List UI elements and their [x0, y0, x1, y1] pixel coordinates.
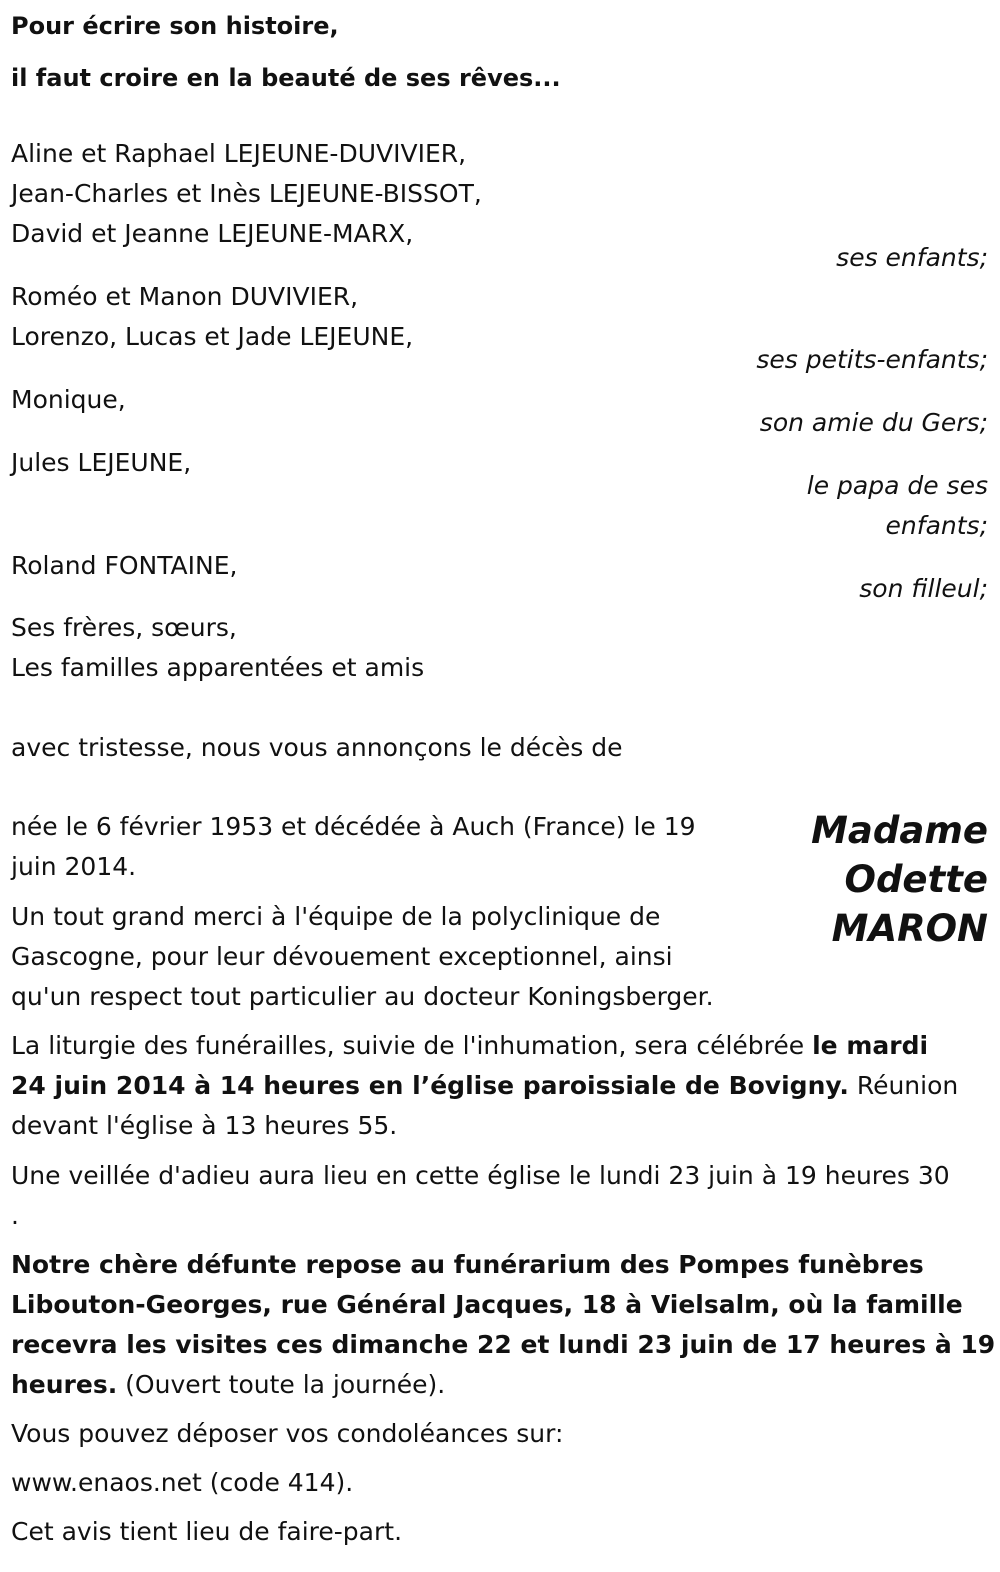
friend-name: Monique, — [11, 385, 126, 414]
funeral-text-1: La liturgie des funérailles, suivie de l'inhumation, sera célébrée — [11, 1031, 813, 1060]
father-relation-line-2: enfants; — [885, 511, 988, 540]
vigil-line-1: Une veillée d'adieu aura lieu en cette église le lundi 23 juin à 19 heures 30 — [11, 1161, 950, 1190]
relatives-line: Les familles apparentées et amis — [11, 653, 425, 682]
funerarium-line-4 — [11, 1365, 445, 1405]
epigraph-line-1: Pour écrire son histoire, — [11, 12, 339, 40]
grandchildren-line-1: Roméo et Manon DUVIVIER, — [11, 282, 359, 311]
funeral-line-1 — [11, 1026, 928, 1066]
deceased-first-name: Odette — [844, 858, 988, 901]
funeral-text-2: Réunion — [848, 1071, 959, 1100]
announcement: avec tristesse, nous vous annonçons le décès de — [11, 733, 623, 762]
thanks-line-1: Un tout grand merci à l'équipe de la polyclinique de — [11, 902, 661, 931]
condolences-intro: Vous pouvez déposer vos condoléances sur: — [11, 1419, 564, 1448]
funeral-date-start: le mardi — [812, 1031, 929, 1060]
friend-relation: son amie du Gers; — [759, 408, 988, 437]
funeral-date-place: 24 juin 2014 à 14 heures en l’église paroissiale de Bovigny. — [11, 1071, 849, 1100]
grandchildren-relation: ses petits-enfants; — [756, 345, 988, 374]
father-relation-line-1: le papa de ses — [806, 471, 988, 500]
father-name: Jules LEJEUNE, — [11, 448, 192, 477]
funerarium-line-1: Notre chère défunte repose au funérarium des Pompes funèbres — [11, 1250, 924, 1279]
funerarium-open-note: (Ouvert toute la journée). — [117, 1370, 446, 1399]
deceased-last-name: MARON — [831, 907, 988, 950]
siblings-line: Ses frères, sœurs, — [11, 613, 237, 642]
closing-note: Cet avis tient lieu de faire-part. — [11, 1517, 403, 1546]
funerarium-hours: heures. — [11, 1370, 118, 1399]
funeral-line-3: devant l'église à 13 heures 55. — [11, 1111, 398, 1140]
grandchildren-line-2: Lorenzo, Lucas et Jade LEJEUNE, — [11, 322, 414, 351]
vigil-line-2: . — [11, 1201, 19, 1230]
epigraph-line-2: il faut croire en la beauté de ses rêves... — [11, 64, 561, 92]
thanks-line-3: qu'un respect tout particulier au docteur Koningsberger. — [11, 982, 714, 1011]
child-family-3: David et Jeanne LEJEUNE-MARX, — [11, 219, 414, 248]
deceased-name — [811, 806, 988, 953]
child-family-2: Jean-Charles et Inès LEJEUNE-BISSOT, — [11, 179, 482, 208]
epigraph — [11, 0, 561, 104]
child-family-1: Aline et Raphael LEJEUNE-DUVIVIER, — [11, 139, 467, 168]
birth-death-line-1: née le 6 février 1953 et décédée à Auch (France) le 19 — [11, 812, 696, 841]
children-relation: ses enfants; — [836, 243, 988, 272]
godson-name: Roland FONTAINE, — [11, 551, 238, 580]
funeral-line-2 — [11, 1066, 958, 1106]
funerarium-line-2: Libouton-Georges, rue Général Jacques, 18 à Vielsalm, où la famille — [11, 1290, 963, 1319]
godson-relation: son filleul; — [859, 574, 988, 603]
deceased-title: Madame — [811, 809, 988, 852]
funerarium-line-3: recevra les visites ces dimanche 22 et lundi 23 juin de 17 heures à 19 — [11, 1330, 996, 1359]
birth-death-line-2: juin 2014. — [11, 852, 137, 881]
thanks-line-2: Gascogne, pour leur dévouement exceptionnel, ainsi — [11, 942, 673, 971]
condolences-site: www.enaos.net (code 414). — [11, 1468, 354, 1497]
